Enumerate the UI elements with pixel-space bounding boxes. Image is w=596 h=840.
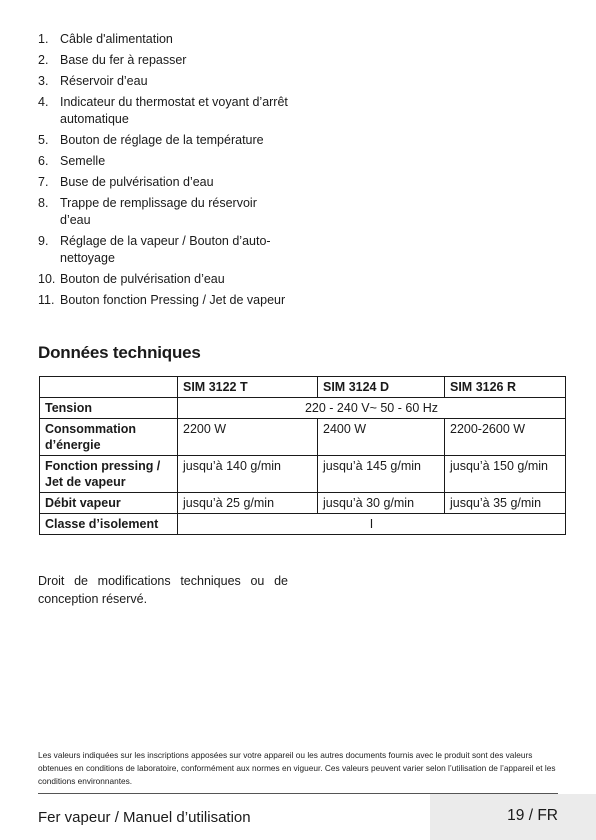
table-row <box>40 514 566 535</box>
model-header: SIM 3122 T <box>178 377 318 398</box>
item-number: 5. <box>38 133 49 147</box>
item-text: Buse de pulvérisation d’eau <box>60 175 214 189</box>
specs-table <box>39 376 566 535</box>
list-item <box>38 31 288 48</box>
item-text: Réglage de la vapeur / Bouton d’auto-nettoyage <box>60 234 271 265</box>
item-text: Indicateur du thermostat et voyant d’arrêt automatique <box>60 95 288 126</box>
list-item <box>38 132 288 149</box>
item-number: 9. <box>38 234 49 248</box>
item-number: 4. <box>38 95 49 109</box>
item-text: Câble d'alimentation <box>60 32 173 46</box>
table-row <box>40 456 566 493</box>
table-cell: jusqu’à 150 g/min <box>445 456 566 493</box>
model-header: SIM 3124 D <box>318 377 445 398</box>
item-text: Trappe de remplissage du réservoir d’eau <box>60 196 257 227</box>
table-cell: jusqu’à 30 g/min <box>318 493 445 514</box>
row-label: Consommation d’énergie <box>40 419 178 456</box>
table-row <box>40 398 566 419</box>
insulation-value: I <box>178 514 566 535</box>
list-item <box>38 195 288 229</box>
list-item <box>38 233 288 267</box>
table-cell: jusqu’à 35 g/min <box>445 493 566 514</box>
list-item <box>38 292 288 309</box>
item-number: 6. <box>38 154 49 168</box>
item-number: 3. <box>38 74 49 88</box>
item-number: 1. <box>38 32 49 46</box>
section-title: Données techniques <box>38 343 201 362</box>
item-number: 7. <box>38 175 49 189</box>
table-row <box>40 493 566 514</box>
list-item <box>38 73 288 90</box>
list-item <box>38 52 288 69</box>
item-text: Bouton fonction Pressing / Jet de vapeur <box>60 293 286 307</box>
item-text: Bouton de pulvérisation d’eau <box>60 272 225 286</box>
table-row <box>40 419 566 456</box>
empty-header-cell <box>40 377 178 398</box>
footer-title: Fer vapeur / Manuel d’utilisation <box>38 809 251 826</box>
disclaimer: Les valeurs indiquées sur les inscriptions apposées sur votre appareil ou les autres documents fournis avec le produit sont des valeurs obtenues en conditions de laboratoire, conformément aux normes en vigueur. Ces valeurs peuvent varier selon l’utilisation de l’appareil et les conditions environnantes. <box>38 750 556 786</box>
item-text: Semelle <box>60 154 106 168</box>
list-item <box>38 174 288 191</box>
table-cell: jusqu’à 145 g/min <box>318 456 445 493</box>
list-item <box>38 153 288 170</box>
parts-list <box>38 31 288 313</box>
row-label: Débit vapeur <box>40 493 178 514</box>
table-cell: jusqu’à 25 g/min <box>178 493 318 514</box>
item-text: Base du fer à repasser <box>60 53 187 67</box>
table-cell: 2400 W <box>318 419 445 456</box>
page-number: 19 / FR <box>507 807 558 824</box>
row-label: Fonction pressing / Jet de vapeur <box>40 456 178 493</box>
item-number: 11. <box>38 293 55 307</box>
item-number: 8. <box>38 196 49 210</box>
list-item <box>38 271 288 288</box>
table-cell: jusqu’à 140 g/min <box>178 456 318 493</box>
model-header: SIM 3126 R <box>445 377 566 398</box>
item-number: 10. <box>38 272 56 286</box>
item-number: 2. <box>38 53 49 67</box>
item-text: Bouton de réglage de la température <box>60 133 264 147</box>
tension-value: 220 - 240 V~ 50 - 60 Hz <box>178 398 566 419</box>
item-text: Réservoir d’eau <box>60 74 148 88</box>
table-header-row <box>40 377 566 398</box>
list-item <box>38 94 288 128</box>
table-cell: 2200 W <box>178 419 318 456</box>
row-label: Tension <box>40 398 178 419</box>
table-cell: 2200-2600 W <box>445 419 566 456</box>
row-label: Classe d’isolement <box>40 514 178 535</box>
modification-note: Droit de modifications techniques ou de conception réservé. <box>38 574 288 606</box>
